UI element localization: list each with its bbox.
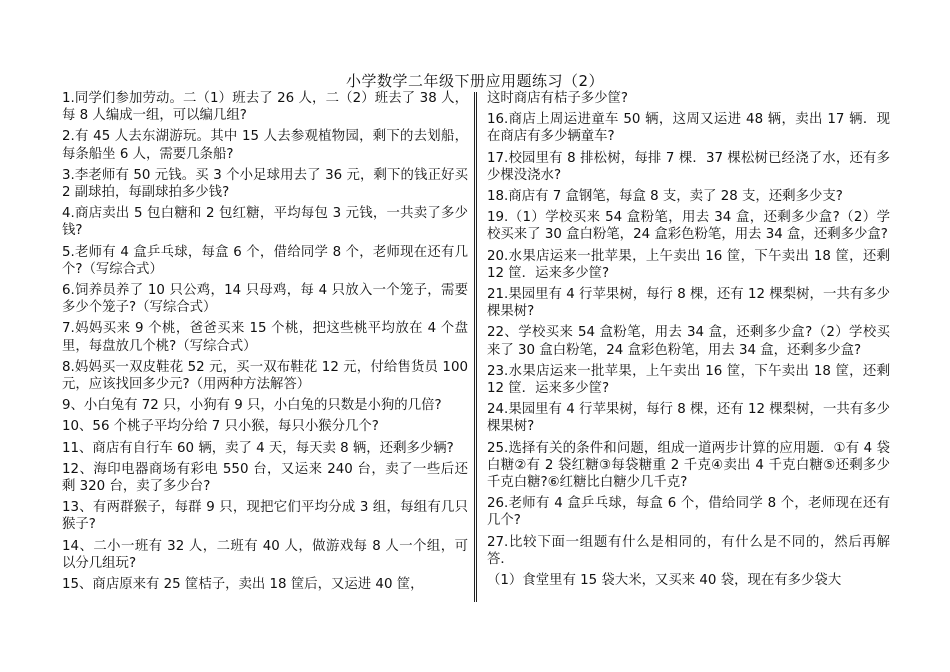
problem-7: 7.妈妈买来 9 个桃，爸爸买来 15 个桃，把这些桃平均放在 4 个盘里，每盘放几个桃?（写综合式） [62,321,468,354]
problem-15-continued: 这时商店有桔子多少筐? [487,91,629,106]
problem-5: 5.老师有 4 盒乒乓球，每盒 6 个，借给同学 8 个，老师现在还有几个?（写综合式） [62,244,468,277]
problem-18: 18.商店有 7 盒钢笔，每盒 8 支，卖了 28 支，还剩多少支? [487,189,843,205]
problem-22: 22、学校买来 54 盒粉笔，用去 34 盒，还剩多少盒?（2）学校买来了 30 盒白粉笔，24 盒彩色粉笔，用去 34 盒，还剩多少盒? [487,325,890,358]
problem-1: 1.同学们参加劳动。二（1）班去了 26 人，二（2）班去了 38 人，每 8 人编成一组，可以编几组? [62,91,468,124]
problem-16: 16.商店上周运进童车 50 辆，这周又运进 48 辆，卖出 17 辆．现在商店有多少辆童车? [487,112,890,145]
problem-17: 17.校园里有 8 排松树，每排 7 棵．37 棵松树已经浇了水，还有多少棵没浇水? [487,150,890,183]
problem-9: 9、小白兔有 72 只，小狗有 9 只，小白兔的只数是小狗的几倍? [62,398,442,414]
problem-21: 21.果园里有 4 行苹果树，每行 8 棵，还有 12 棵梨树，一共有多少棵果树? [487,287,890,320]
problem-23: 23.水果店运来一批苹果，上午卖出 16 筐，下午卖出 18 筐，还剩 12 筐．运来多少筐? [487,363,890,397]
problem-27-part-1: （1）食堂里有 15 袋大米，又买来 40 袋，现在有多少袋大 [487,573,842,589]
right-column [487,90,890,593]
problem-14: 14、二小一班有 32 人，二班有 40 人，做游戏每 8 人一个组，可以分几组玩? [62,538,468,571]
problem-3: 3.李老师有 50 元钱。买 3 个小足球用去了 36 元，剩下的钱正好买 2 副球拍，每副球拍多少钱? [62,167,468,201]
problem-10: 10、56 个桃子平均分给 7 只小猴，每只小猴分几个? [62,419,379,435]
problem-13: 13、有两群猴子，每群 9 只，现把它们平均分成 3 组，每组有几只猴子? [62,500,468,533]
problem-27: 27.比较下面一组题有什么是相同的，有什么是不同的，然后再解答． [487,534,890,567]
problem-8: 8.妈妈买一双皮鞋花 52 元，买一双布鞋花 12 元，付给售货员 100 元，应该找回多少元?（用两种方法解答） [62,359,468,393]
problem-19: 19.（1）学校买来 54 盒粉笔，用去 34 盒，还剩多少盒?（2）学校买来了 30 盒白粉笔，24 盒彩色粉笔，用去 34 盒，还剩多少盒? [487,210,890,243]
problem-20: 20.水果店运来一批苹果，上午卖出 16 筐，下午卖出 18 筐，还剩 12 筐．运来多少筐? [487,248,890,281]
problem-25: 25.选择有关的条件和问题，组成一道两步计算的应用题．①有 4 袋白糖②有 2 袋红糖③每袋糖重 2 千克④卖出 4 千克白糖⑤还剩多少千克白糖?⑥红糖比白糖少几千克? [487,440,890,491]
problem-26: 26.老师有 4 盒乒乓球，每盒 6 个，借给同学 8 个，老师现在还有几个? [487,496,890,529]
problem-6: 6.饲养员养了 10 只公鸡，14 只母鸡，每 4 只放入一个笼子，需要多少个笼子?（写综合式） [62,283,468,316]
left-column [62,90,468,597]
problem-4: 4.商店卖出 5 包白糖和 2 包红糖，平均每包 3 元钱，一共卖了多少钱? [62,206,468,239]
page-title: 小学数学二年级下册应用题练习（2） [345,72,605,90]
problem-12: 12、海印电器商场有彩电 550 台，又运来 240 台，卖了一些后还剩 320 台，卖了多少台? [62,461,468,495]
problem-24: 24.果园里有 4 行苹果树，每行 8 棵，还有 12 棵梨树，一共有多少棵果树? [487,402,890,435]
column-divider [474,92,477,602]
problem-15: 15、商店原来有 25 筐桔子，卖出 18 筐后，又运进 40 筐， [62,577,424,593]
problem-11: 11、商店有自行车 60 辆，卖了 4 天，每天卖 8 辆，还剩多少辆? [62,440,454,456]
problem-2: 2.有 45 人去东湖游玩。其中 15 人去参观植物园，剩下的去划船，每条船坐 6 人，需要几条船? [62,129,468,162]
